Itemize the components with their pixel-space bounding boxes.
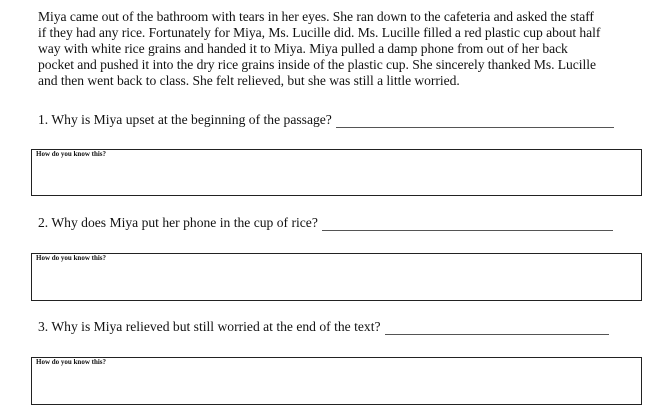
question-1-evidence-input[interactable] [34,160,639,193]
question-2-text: 2. Why does Miya put her phone in the cup of rice? [38,215,318,230]
question-3-evidence-box[interactable] [31,357,642,405]
question-3-text: 3. Why is Miya relieved but still worried at the end of the text? [38,319,381,334]
question-3-evidence-input[interactable] [34,368,639,402]
question-2-evidence-label: How do you know this? [36,254,107,262]
passage-line: and then went back to class. She felt relieved, but she was still a little worried. [38,73,460,88]
question-2-evidence-input[interactable] [34,264,639,298]
passage-line: way with white rice grains and handed it to Miya. Miya pulled a damp phone from out of her back [38,41,568,56]
reading-passage [38,9,658,89]
question-1 [38,112,614,128]
question-1-text: 1. Why is Miya upset at the beginning of the passage? [38,112,332,127]
question-1-answer-line[interactable] [336,115,614,128]
passage-line: Miya came out of the bathroom with tears in her eyes. She ran down to the cafeteria and asked the staff [38,9,594,24]
passage-line: if they had any rice. Fortunately for Miya, Ms. Lucille did. Ms. Lucille filled a red plastic cup about half [38,25,601,40]
question-2-answer-line[interactable] [322,218,613,231]
question-3 [38,319,609,335]
question-1-evidence-label: How do you know this? [36,150,107,158]
question-3-evidence-label: How do you know this? [36,358,107,366]
question-2-evidence-box[interactable] [31,253,642,301]
question-2 [38,215,613,231]
question-1-evidence-box[interactable] [31,149,642,196]
passage-line: pocket and pushed it into the dry rice grains inside of the plastic cup. She sincerely thanked Ms. Lucille [38,57,596,72]
question-3-answer-line[interactable] [385,322,609,335]
